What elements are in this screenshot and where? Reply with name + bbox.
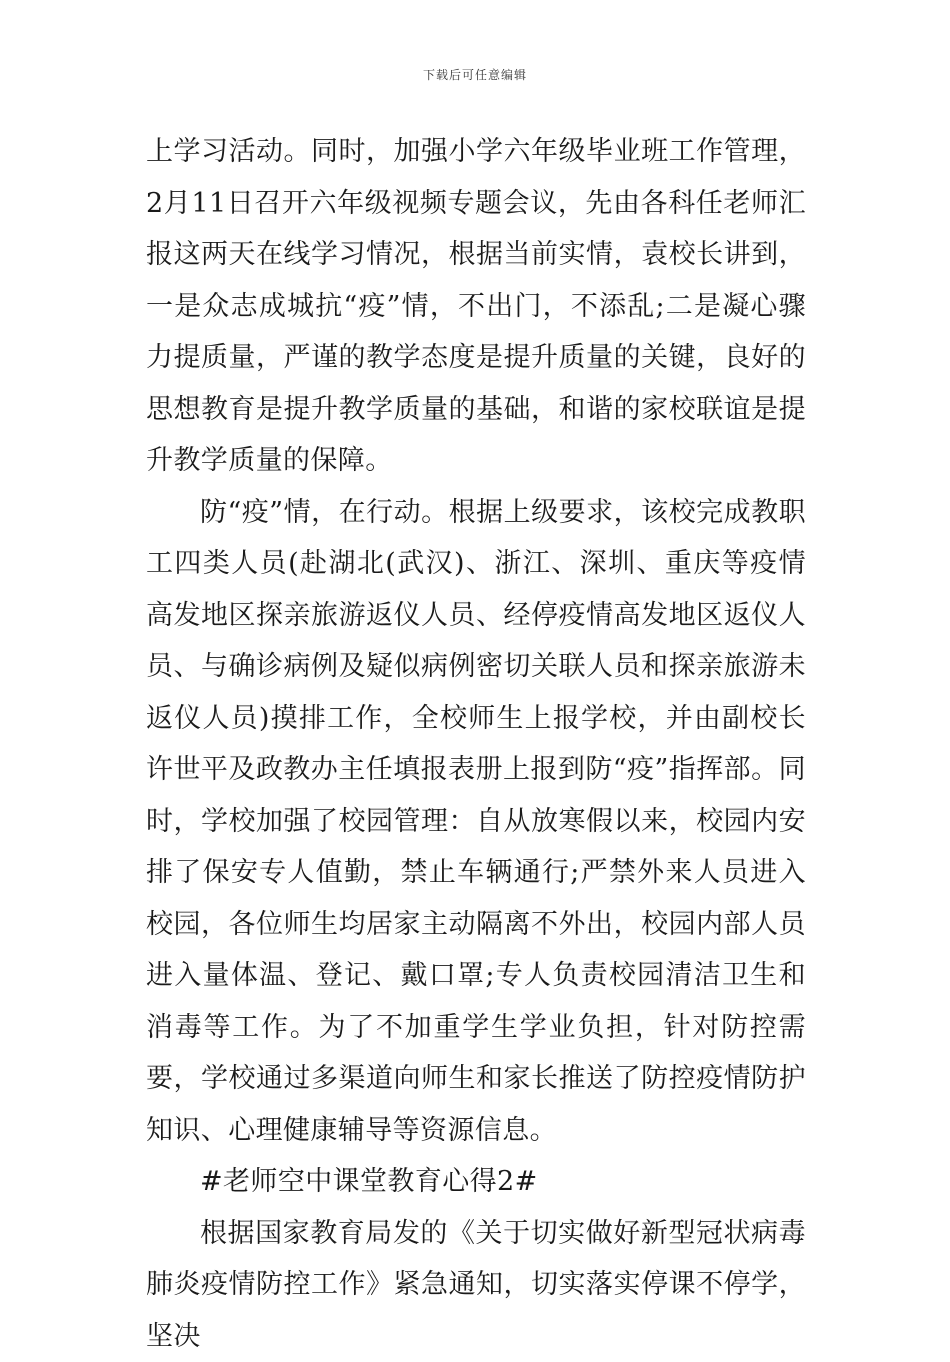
section-heading: #老师空中课堂教育心得2#	[146, 1156, 806, 1208]
paragraph-3: 根据国家教育局发的《关于切实做好新型冠状病毒肺炎疫情防控工作》紧急通知，切实落实停课不停学，坚决	[146, 1208, 806, 1362]
document-body	[146, 126, 806, 1362]
paragraph-1: 上学习活动。同时，加强小学六年级毕业班工作管理，2月11日召开六年级视频专题会议，先由各科任老师汇报这两天在线学习情况，根据当前实情，袁校长讲到，一是众志成城抗“疫”情，不出门，不添乱;二是凝心骤力提质量，严谨的教学态度是提升质量的关键，良好的思想教育是提升教学质量的基础，和谐的家校联谊是提升教学质量的保障。	[146, 126, 806, 487]
paragraph-2: 防“疫”情，在行动。根据上级要求，该校完成教职工四类人员(赴湖北(武汉)、浙江、深圳、重庆等疫情高发地区探亲旅游返仪人员、经停疫情高发地区返仪人员、与确诊病例及疑似病例密切关联人员和探亲旅游未返仪人员)摸排工作，全校师生上报学校，并由副校长许世平及政教办主任填报表册上报到防“疫”指挥部。同时，学校加强了校园管理：自从放寒假以来，校园内安排了保安专人值勤，禁止车辆通行;严禁外来人员进入校园，各位师生均居家主动隔离不外出，校园内部人员进入量体温、登记、戴口罩;专人负责校园清洁卫生和消毒等工作。为了不加重学生学业负担，针对防控需要，学校通过多渠道向师生和家长推送了防控疫情防护知识、心理健康辅导等资源信息。	[146, 487, 806, 1157]
page-header-note: 下载后可任意编辑	[0, 66, 950, 83]
